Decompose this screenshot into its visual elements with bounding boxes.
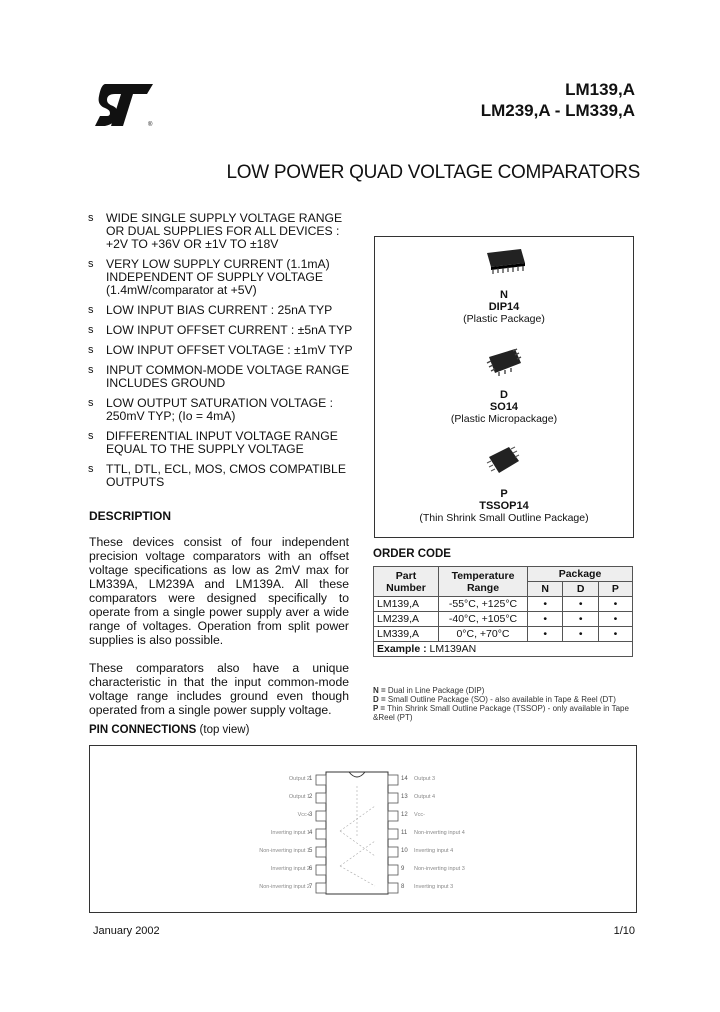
note-item: D = Small Outline Package (SO) - also available in Tape & Reel (DT)	[373, 695, 616, 704]
header-temperature-range: Temperature Range	[439, 567, 528, 597]
pin-number-right: 8	[401, 884, 405, 890]
description-paragraph-2: These comparators also have a unique characteristic in that the input common-mode voltage range includes ground even though operated from a single power supply voltage.	[89, 661, 349, 717]
pin-label-left: Inverting input 2	[270, 866, 310, 872]
pin-number-left: 2	[309, 794, 313, 800]
pin-label-left: Non-inverting input 2	[259, 884, 310, 890]
bullet-icon: s	[88, 397, 94, 409]
description-heading: DESCRIPTION	[89, 509, 172, 523]
header-n: N	[528, 582, 563, 597]
pin-label-right: Non-inverting input 3	[414, 866, 465, 872]
st-logo	[93, 82, 155, 130]
table-row: LM339,A 0°C, +70°C • • •	[374, 627, 633, 642]
header-part-number: Part Number	[374, 567, 439, 597]
feature-item: s WIDE SINGLE SUPPLY VOLTAGE RANGE OR DUAL SUPPLIES FOR ALL DEVICES : +2V TO +36V OR ±1V TO ±18V	[88, 211, 343, 251]
note-item: N = Dual in Line Package (DIP)	[373, 686, 485, 695]
footer-page-number: 1/10	[613, 925, 635, 937]
feature-item: s VERY LOW SUPPLY CURRENT (1.1mA) INDEPENDENT OF SUPPLY VOLTAGE (1.4mW/comparator at +5V)	[88, 257, 330, 297]
package-dip14	[375, 289, 633, 325]
bullet-icon: s	[88, 324, 94, 336]
feature-item: s INPUT COMMON-MODE VOLTAGE RANGE INCLUDES GROUND	[88, 363, 350, 390]
package-letter: D	[500, 389, 508, 401]
ic-package-outline	[90, 746, 636, 912]
pin-number-left: 5	[309, 848, 313, 854]
example-value: LM139AN	[429, 643, 477, 655]
pin-label-left: Output 1	[288, 794, 310, 800]
feature-list	[88, 212, 358, 496]
order-code-heading: ORDER CODE	[373, 548, 451, 560]
order-code-table	[373, 566, 633, 657]
tssop14-chip-icon	[483, 441, 523, 481]
pin-label-right: Vcc-	[414, 812, 425, 818]
pin-number-right: 10	[401, 848, 408, 854]
pin-number-left: 4	[309, 830, 313, 836]
part-title-line2: LM239,A - LM339,A	[480, 101, 635, 120]
table-row-example	[374, 642, 633, 657]
pin-label-right: Output 4	[414, 794, 436, 800]
package-letter: P	[500, 488, 508, 500]
feature-item: s LOW INPUT OFFSET CURRENT : ±5nA TYP	[88, 323, 353, 337]
pin-label-right: Inverting input 3	[414, 884, 454, 890]
package-desc: (Thin Shrink Small Outline Package)	[419, 512, 589, 524]
feature-item: s LOW INPUT OFFSET VOLTAGE : ±1mV TYP	[88, 343, 353, 357]
bullet-icon: s	[88, 430, 94, 442]
header-d: D	[563, 582, 598, 597]
header-package: Package	[528, 567, 633, 582]
pin-label-right: Output 3	[414, 776, 436, 782]
pin-label-left: Inverting input 1	[270, 830, 310, 836]
package-code: DIP14	[488, 301, 520, 313]
package-so14	[375, 389, 633, 425]
package-desc: (Plastic Package)	[463, 313, 545, 325]
pin-number-right: 11	[401, 830, 408, 836]
package-box	[374, 236, 634, 538]
svg-text:®: ®	[148, 122, 153, 128]
pin-number-left: 1	[309, 776, 313, 782]
note-item: P = Thin Shrink Small Outline Package (TSSOP) - only available in Tape &Reel (PT)	[373, 704, 629, 722]
pin-label-right: Non-inverting input 4	[414, 830, 465, 836]
part-title-line1: LM139,A	[565, 80, 635, 99]
bullet-icon: s	[88, 364, 94, 376]
pin-label-left: Non-inverting input 1	[259, 848, 310, 854]
package-tssop14	[375, 488, 633, 524]
pin-label-right: Inverting input 4	[414, 848, 454, 854]
dip14-chip-icon	[483, 245, 527, 275]
feature-item: s TTL, DTL, ECL, MOS, CMOS COMPATIBLE OUTPUTS	[88, 462, 346, 489]
package-desc: (Plastic Micropackage)	[450, 413, 558, 425]
pin-number-left: 6	[309, 866, 313, 872]
description-paragraph-1: These devices consist of four independent precision voltage comparators with an offset voltage specifications as low as 2mV max for LM339A, LM239A and LM139A. All these comparators were designed specifically to operate from a single power supply aver a wide range of voltages. Operation from split power supplies is also possible.	[89, 535, 349, 647]
package-code: SO14	[489, 401, 519, 413]
bullet-icon: s	[88, 304, 94, 316]
pin-number-left: 7	[309, 884, 313, 890]
header-p: P	[598, 582, 632, 597]
package-code: TSSOP14	[479, 500, 529, 512]
package-notes	[373, 686, 635, 722]
bullet-icon: s	[88, 258, 94, 270]
feature-item: s DIFFERENTIAL INPUT VOLTAGE RANGE EQUAL TO THE SUPPLY VOLTAGE	[88, 429, 338, 456]
example-label: Example :	[377, 643, 427, 655]
pin-connections-heading: PIN CONNECTIONS (top view)	[89, 724, 250, 736]
feature-item: s LOW OUTPUT SATURATION VOLTAGE : 250mV TYP; (Io = 4mA)	[88, 396, 334, 423]
footer-date: January 2002	[93, 925, 160, 937]
bullet-icon: s	[88, 212, 94, 224]
bullet-icon: s	[88, 344, 94, 356]
pin-number-right: 13	[401, 794, 408, 800]
bullet-icon: s	[88, 463, 94, 475]
package-letter: N	[500, 289, 508, 301]
feature-item: s LOW INPUT BIAS CURRENT : 25nA TYP	[88, 303, 333, 317]
pin-number-left: 3	[309, 812, 313, 818]
pin-number-right: 9	[401, 866, 405, 872]
page-title: LOW POWER QUAD VOLTAGE COMPARATORS	[226, 162, 640, 183]
pin-number-right: 14	[401, 776, 408, 782]
pin-label-left: Vcc+	[297, 812, 310, 818]
table-header-row	[374, 567, 633, 582]
so14-chip-icon	[483, 345, 525, 379]
pin-number-right: 12	[401, 812, 408, 818]
pin-label-left: Output 2	[288, 776, 310, 782]
table-row: LM139,A -55°C, +125°C • • •	[374, 597, 633, 612]
pin-diagram	[89, 745, 637, 913]
table-row: LM239,A -40°C, +105°C • • •	[374, 612, 633, 627]
